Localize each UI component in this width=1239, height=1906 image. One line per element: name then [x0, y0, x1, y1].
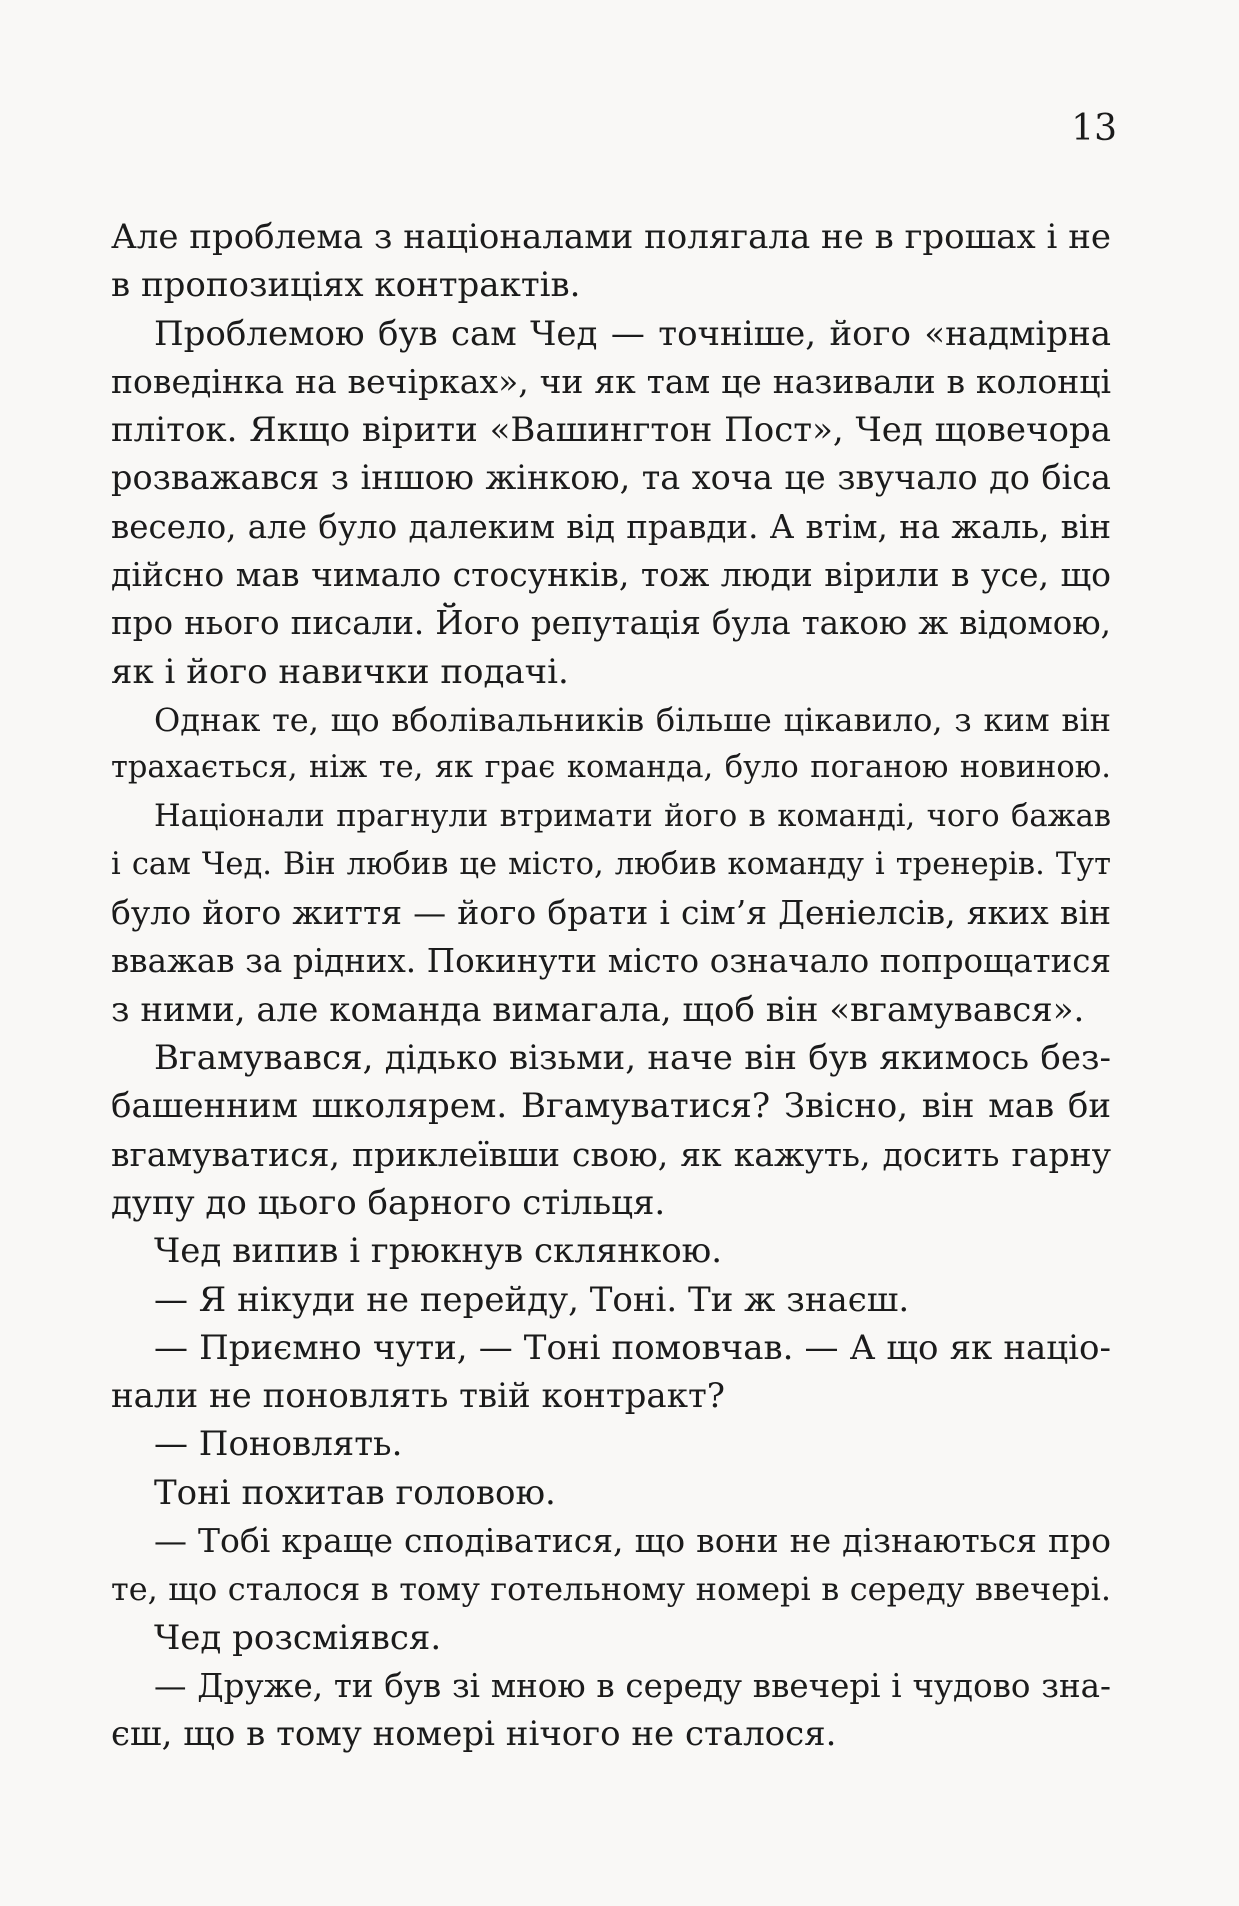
text-line: Однак те, що вболівальників більше цікавило, з ким він — [154, 700, 1111, 739]
text-line: Націонали прагнули втримати його в команді, чого бажав — [154, 798, 1111, 834]
text-line: — Друже, ти був зі мною в середу ввечері і чудово зна- — [154, 1666, 1111, 1705]
text-line: — Поновлять. — [154, 1424, 403, 1465]
text-line: трахається, ніж те, як грає команда, було поганою новиною. — [111, 750, 1111, 786]
text-line: єш, що в тому номері нічого не сталося. — [111, 1714, 837, 1755]
text-line: Але проблема з націоналами полягала не в грошах і не — [111, 217, 1111, 257]
text-line: Проблемою був сам Чед — точніше, його «надмірна — [154, 313, 1111, 354]
text-line: розважався з іншою жінкою, та хоча це звучало до біса — [111, 458, 1111, 498]
text-line: дійсно мав чимало стосунків, тож люди вірили в усе, що — [111, 555, 1111, 595]
text-line: дупу до цього барного стільця. — [111, 1182, 666, 1223]
text-line: — Приємно чути, — Тоні помовчав. — А що як націо- — [154, 1327, 1111, 1368]
page-number: 13 — [1071, 108, 1117, 149]
text-line: і сам Чед. Він любив це місто, любив команду і тренерів. Тут — [111, 846, 1111, 882]
text-line: — Я нікуди не перейду, Тоні. Ти ж знаєш. — [154, 1279, 910, 1320]
text-line: вважав за рідних. Покинути місто означало попрощатися — [111, 942, 1111, 981]
text-line: з ними, але команда вимагала, щоб він «вгамувався». — [111, 989, 1085, 1030]
text-line: пліток. Якщо вірити «Вашингтон Пост», Чед щовечора — [111, 410, 1111, 451]
text-line: як і його навички подачі. — [111, 651, 569, 692]
text-line: нали не поновлять твій контракт? — [111, 1376, 725, 1417]
text-line: було його життя — його брати і сім’я Деніелсів, яких він — [111, 893, 1111, 933]
text-line: башенним школярем. Вгамуватися? Звісно, він мав би — [111, 1086, 1111, 1127]
text-line: весело, але було далеким від правди. А втім, на жаль, він — [111, 507, 1111, 546]
text-line: Тоні похитав головою. — [154, 1472, 556, 1513]
text-line: Вгамувався, дідько візьми, наче він був якимось без- — [154, 1038, 1111, 1079]
text-line: вгамуватися, приклеївши свою, як кажуть, досить гарну — [111, 1134, 1111, 1174]
text-line: поведінка на вечірках», чи як там це називали в колонці — [111, 361, 1111, 401]
text-line: про нього писали. Його репутація була такою ж відомою, — [111, 604, 1111, 643]
text-line: те, що сталося в тому готельному номері в середу ввечері. — [111, 1570, 1111, 1609]
text-line: — Тобі краще сподіватися, що вони не дізнаються про — [154, 1521, 1111, 1561]
text-line: в пропозиціях контрактів. — [111, 265, 581, 306]
text-line: Чед випив і грюкнув склянкою. — [154, 1231, 723, 1272]
body-text — [111, 213, 1111, 1759]
text-line: Чед розсміявся. — [154, 1617, 442, 1658]
